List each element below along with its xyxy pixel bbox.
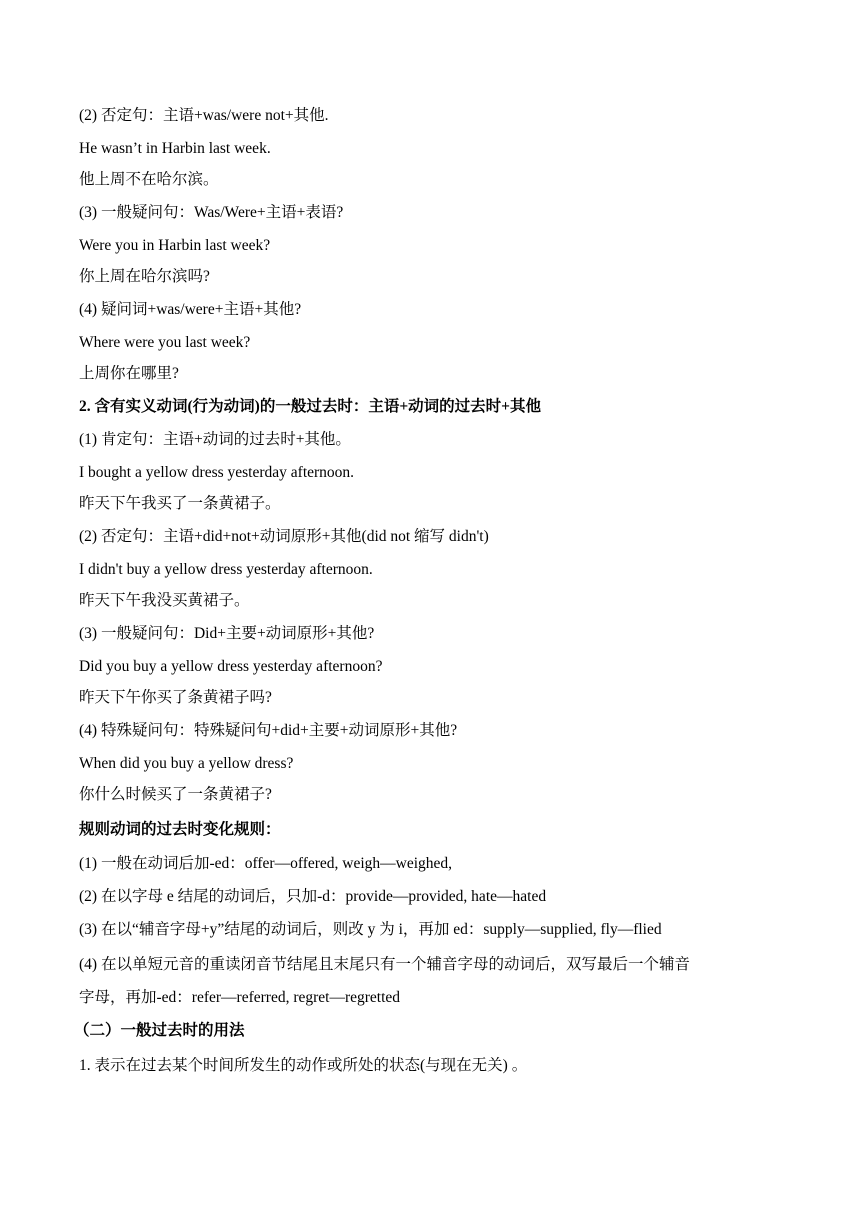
text-line: 昨天下午我买了一条黄裙子。 bbox=[79, 495, 281, 512]
text-line: 1. 表示在过去某个时间所发生的动作或所处的状态(与现在无关) 。 bbox=[79, 1057, 528, 1074]
text-line: (2) 否定句：主语+was/were not+其他. bbox=[79, 107, 329, 124]
rule-item: (4) 在以单短元音的重读闭音节结尾且末尾只有一个辅音字母的动词后，双写最后一个辅音 bbox=[79, 956, 690, 973]
text-line: (4) 特殊疑问句：特殊疑问句+did+主要+动词原形+其他? bbox=[79, 722, 458, 739]
text-line: (3) 一般疑问句：Was/Were+主语+表语? bbox=[79, 204, 344, 221]
text-line: 你什么时候买了一条黄裙子? bbox=[79, 786, 272, 803]
text-line: Were you in Harbin last week? bbox=[79, 237, 271, 254]
text-line: When did you buy a yellow dress? bbox=[79, 755, 294, 772]
text-line: 你上周在哈尔滨吗? bbox=[79, 268, 210, 285]
text-line: (3) 一般疑问句：Did+主要+动词原形+其他? bbox=[79, 625, 375, 642]
text-line: 昨天下午你买了条黄裙子吗? bbox=[79, 689, 272, 706]
text-line: Where were you last week? bbox=[79, 334, 251, 351]
text-line: 上周你在哪里? bbox=[79, 365, 179, 382]
text-line: I didn't buy a yellow dress yesterday afternoon. bbox=[79, 561, 373, 578]
section-heading: 2. 含有实义动词(行为动词)的一般过去时：主语+动词的过去时+其他 bbox=[79, 398, 541, 415]
text-line: I bought a yellow dress yesterday afternoon. bbox=[79, 464, 355, 481]
text-line: (2) 否定句：主语+did+not+动词原形+其他(did not 缩写 didn't) bbox=[79, 528, 489, 545]
rule-item-continuation: 字母，再加-ed：refer—referred, regret—regretted bbox=[79, 989, 401, 1006]
text-line: He wasn’t in Harbin last week. bbox=[79, 140, 271, 157]
rule-item: (1) 一般在动词后加-ed：offer—offered, weigh—weighed, bbox=[79, 855, 453, 872]
text-line: (4) 疑问词+was/were+主语+其他? bbox=[79, 301, 302, 318]
text-line: 他上周不在哈尔滨。 bbox=[79, 171, 219, 188]
rule-item: (2) 在以字母 e 结尾的动词后，只加-d：provide—provided, hate—hated bbox=[79, 888, 547, 905]
text-line: (1) 肯定句：主语+动词的过去时+其他。 bbox=[79, 431, 351, 448]
section-heading: （二）一般过去时的用法 bbox=[74, 1022, 245, 1039]
text-line: Did you buy a yellow dress yesterday afternoon? bbox=[79, 658, 383, 675]
text-line: 昨天下午我没买黄裙子。 bbox=[79, 592, 250, 609]
section-heading: 规则动词的过去时变化规则： bbox=[79, 821, 281, 838]
rule-item: (3) 在以“辅音字母+y”结尾的动词后，则改 y 为 i，再加 ed：supply—supplied, fly—flied bbox=[79, 921, 662, 938]
